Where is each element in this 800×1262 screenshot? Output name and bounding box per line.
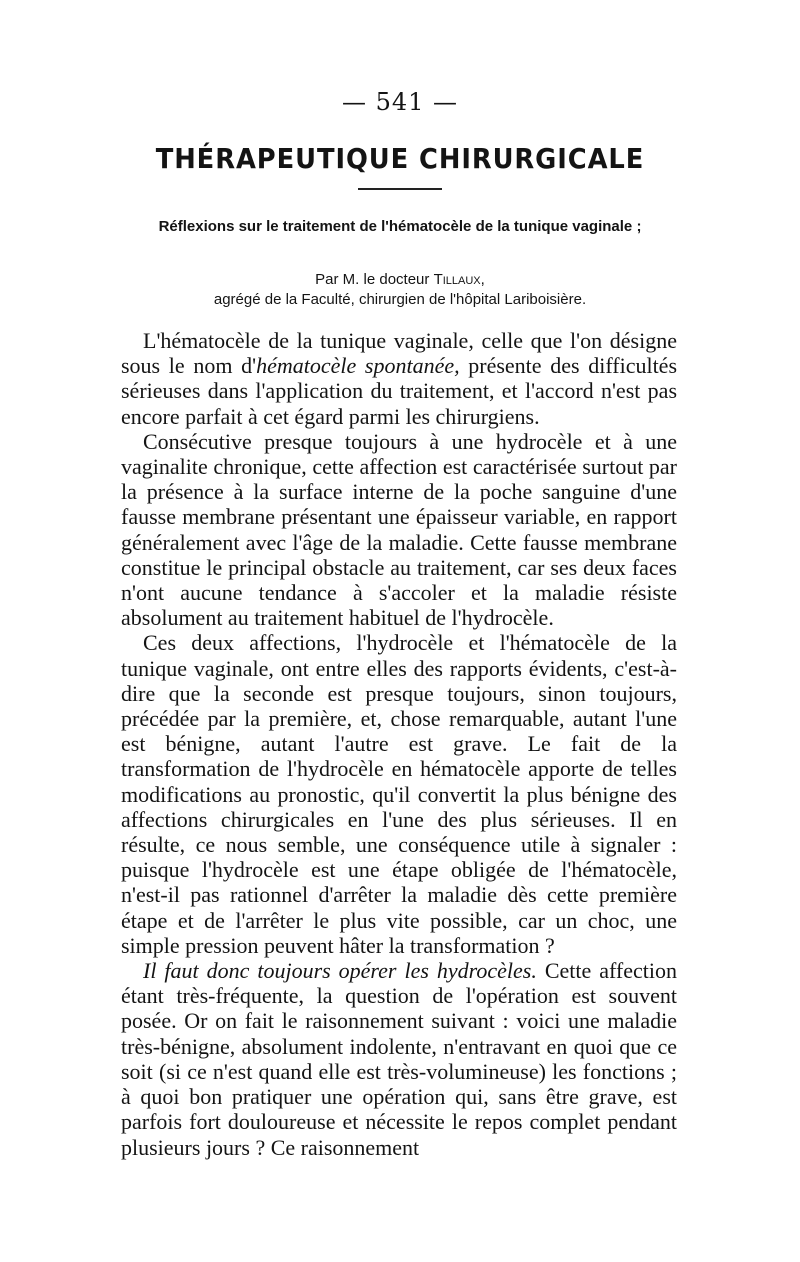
paragraph-emphasis: hématocèle spontanée,	[256, 353, 460, 379]
paragraph-emphasis: Il faut donc toujours opérer les hydrocèles.	[143, 958, 537, 984]
title-divider	[358, 188, 442, 190]
author-affiliation: agrégé de la Faculté, chirurgien de l'hôpital Lariboisière.	[213, 291, 587, 308]
author-name: Tillaux,	[433, 271, 485, 288]
section-title: THÉRAPEUTIQUE CHIRURGICALE	[155, 142, 645, 175]
paragraph	[121, 328, 677, 429]
byline-prefix: Par M. le docteur	[315, 271, 434, 288]
paragraph-text: L'hématocèle de la tunique vaginale, celle que l'on désigne sous le nom d'	[121, 328, 677, 379]
byline	[140, 270, 660, 310]
paragraph-text: Cette affection étant très-fréquente, la question de l'opération est souvent posée. Or on fait le raisonnement suivant : voici une maladie très-bénigne, absolument indolente, n'entravant en quoi que ce soit (si ce n'est quand elle est très-volumineuse) les fonctions ; à quoi bon pratiquer une opération qui, sans être grave, est parfois fort douloureuse et nécessite le repos complet pendant plusieurs jours ? Ce raisonnement	[121, 958, 678, 1160]
article-title: Réflexions sur le traitement de l'hématocèle de la tunique vaginale ;	[158, 218, 642, 235]
paragraph-text: présente des difficultés sérieuses dans l'application du traitement, et l'accord n'est pas encore parfait à cet égard parmi les chirurgiens.	[121, 353, 678, 429]
paragraph: Ces deux affections, l'hydrocèle et l'hématocèle de la tunique vaginale, ont entre elles des rapports évidents, c'est-à-dire que la seconde est presque toujours, sinon toujours, précédée par la première, et, chose remarquable, autant l'une est bénigne, autant l'autre est grave. Le fait de la transformation de l'hydrocèle en hématocèle apporte de telles modifications au pronostic, qu'il convertit la plus bénigne des affections chirurgicales en l'une des plus sérieuses. Il en résulte, ce nous semble, une conséquence utile à signaler : puisque l'hydrocèle est une étape obligée de l'hématocèle, n'est-il pas rationnel d'arrêter la maladie dès cette première étape et de l'arrêter le plus vite possible, car un choc, une simple pression peuvent hâter la transformation ?	[121, 630, 677, 958]
page-number: — 541 —	[341, 88, 459, 116]
paragraph	[121, 958, 677, 1160]
paragraph: Consécutive presque toujours à une hydrocèle et à une vaginalite chronique, cette affection est caractérisée surtout par la présence à la surface interne de la poche sanguine d'une fausse membrane présentant une épaisseur variable, en rapport généralement avec l'âge de la maladie. Cette fausse membrane constitue le principal obstacle au traitement, car ses deux faces n'ont aucune tendance à s'accoler et la maladie résiste absolument au traitement habituel de l'hydrocèle.	[121, 428, 677, 631]
article-body	[121, 328, 677, 1160]
author-line	[140, 270, 660, 290]
